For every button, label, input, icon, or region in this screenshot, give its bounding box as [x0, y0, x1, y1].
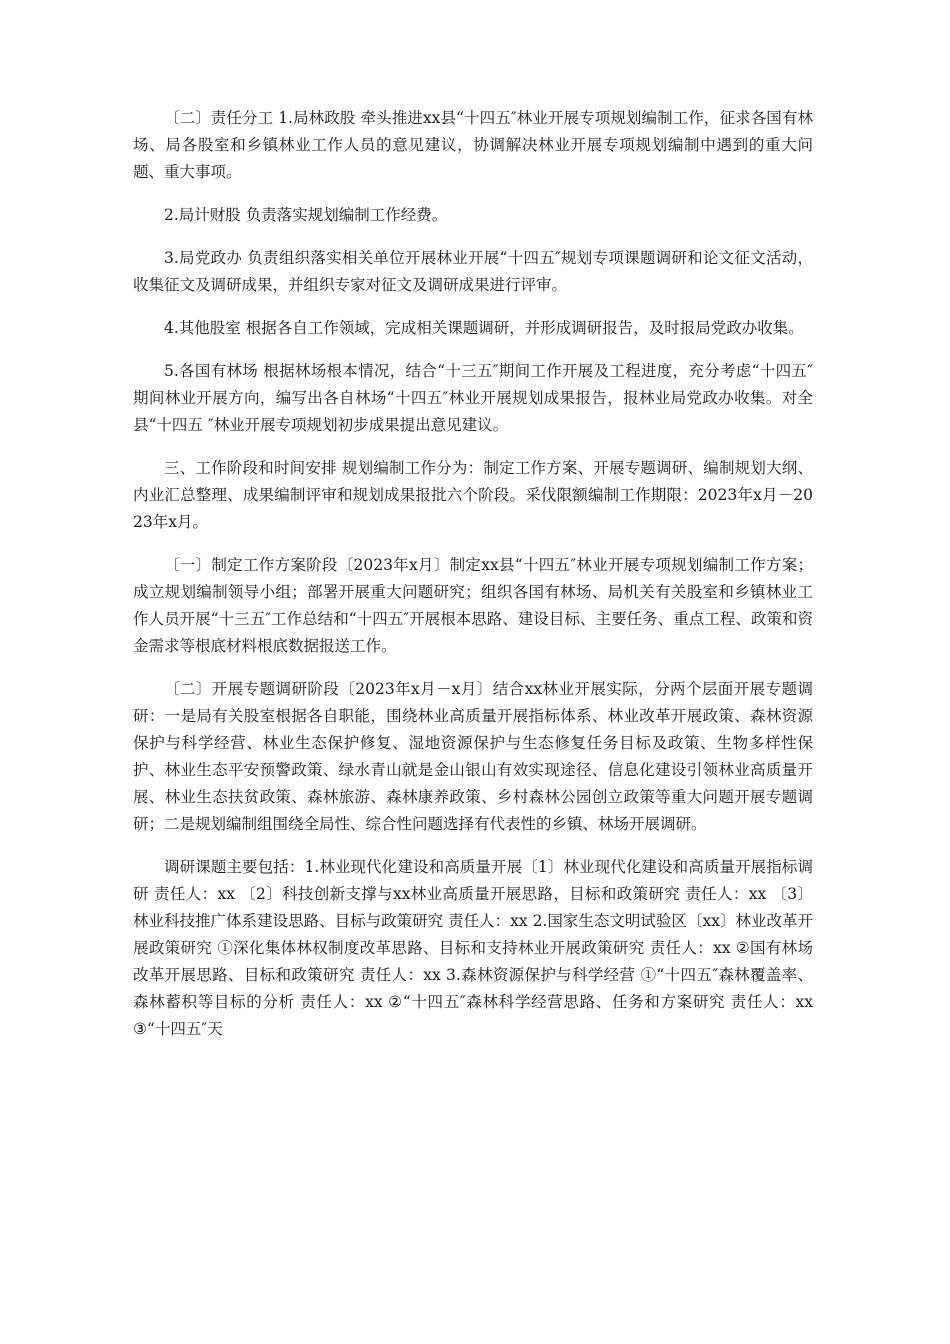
paragraph-party-office: 3.局党政办 负责组织落实相关单位开展林业开展“十四五″规划专项课题调研和论文征文活动，收集征文及调研成果，并组织专家对征文及调研成果进行评审。	[133, 249, 813, 294]
paragraph-finance-section: 2.局计财股 负责落实规划编制工作经费。	[164, 206, 448, 224]
paragraph-stage-two: 〔二〕开展专题调研阶段〔2023年x月－x月〕结合xx林业开展实际，分两个层面开展专题调研：一是局有关股室根据各自职能，围绕林业高质量开展指标体系、林业改革开展政策、森林资源保护与科学经营、林业生态保护修复、湿地资源保护与生态修复任务目标及政策、生物多样性保护、林业生态平安预警政策、绿水青山就是金山银山有效实现途径、信息化建设引领林业高质量开展、林业生态扶贫政策、森林旅游、森林康养政策、乡村森林公园创立政策等重大问题开展专题调研；二是规划编制组围绕全局性、综合性问题选择有代表性的乡镇、林场开展调研。	[133, 680, 813, 833]
paragraph-work-stages: 三、工作阶段和时间安排 规划编制工作分为：制定工作方案、开展专题调研、编制规划大纲、内业汇总整理、成果编制评审和规划成果报批六个阶段。采伐限额编制工作期限：2023年x月－2023年x月。	[133, 459, 813, 531]
paragraph-state-forest-farms: 5.各国有林场 根据林场根本情况，结合“十三五″期间工作开展及工程进度，充分考虑“十四五″期间林业开展方向，编写出各自林场“十四五″林业开展规划成果报告，报林业局党政办收集。对全县“十四五 ″林业开展专项规划初步成果提出意见建议。	[133, 362, 813, 434]
document-body	[133, 105, 813, 1059]
paragraph-responsibility-division: 〔二〕责任分工 1.局林政股 牵头推进xx县“十四五″林业开展专项规划编制工作，征求各国有林场、局各股室和乡镇林业工作人员的意见建议，协调解决林业开展专项规划编制中遇到的重大问题、重大事项。	[133, 109, 813, 181]
paragraph-other-sections: 4.其他股室 根据各自工作领域，完成相关课题调研，并形成调研报告，及时报局党政办收集。	[164, 319, 804, 337]
paragraph-research-topics: 调研课题主要包括：1.林业现代化建设和高质量开展〔1〕林业现代化建设和高质量开展指标调研 责任人：xx 〔2〕科技创新支撑与xx林业高质量开展思路，目标和政策研究 责任人：xx 〔3〕林业科技推广体系建设思路、目标与政策研究 责任人：xx 2.国家生态文明试验区〔xx〕林业改革开展政策研究 ①深化集体林权制度改革思路、目标和支持林业开展政策研究 责任人：xx ②国有林场改革开展思路、目标和政策研究 责任人：xx 3.森林资源保护与科学经营 ①“十四五″森林覆盖率、森林蓄积等目标的分析 责任人：xx ②“十四五″森林科学经营思路、任务和方案研究 责任人：xx ③“十四五″天	[133, 858, 813, 1038]
paragraph-stage-one: 〔一〕制定工作方案阶段〔2023年x月〕制定xx县“十四五″林业开展专项规划编制工作方案；成立规划编制领导小组；部署开展重大问题研究；组织各国有林场、局机关有关股室和乡镇林业工作人员开展“十三五″工作总结和“十四五″开展根本思路、建设目标、主要任务、重点工程、政策和资金需求等根底材料根底数据报送工作。	[133, 556, 813, 655]
